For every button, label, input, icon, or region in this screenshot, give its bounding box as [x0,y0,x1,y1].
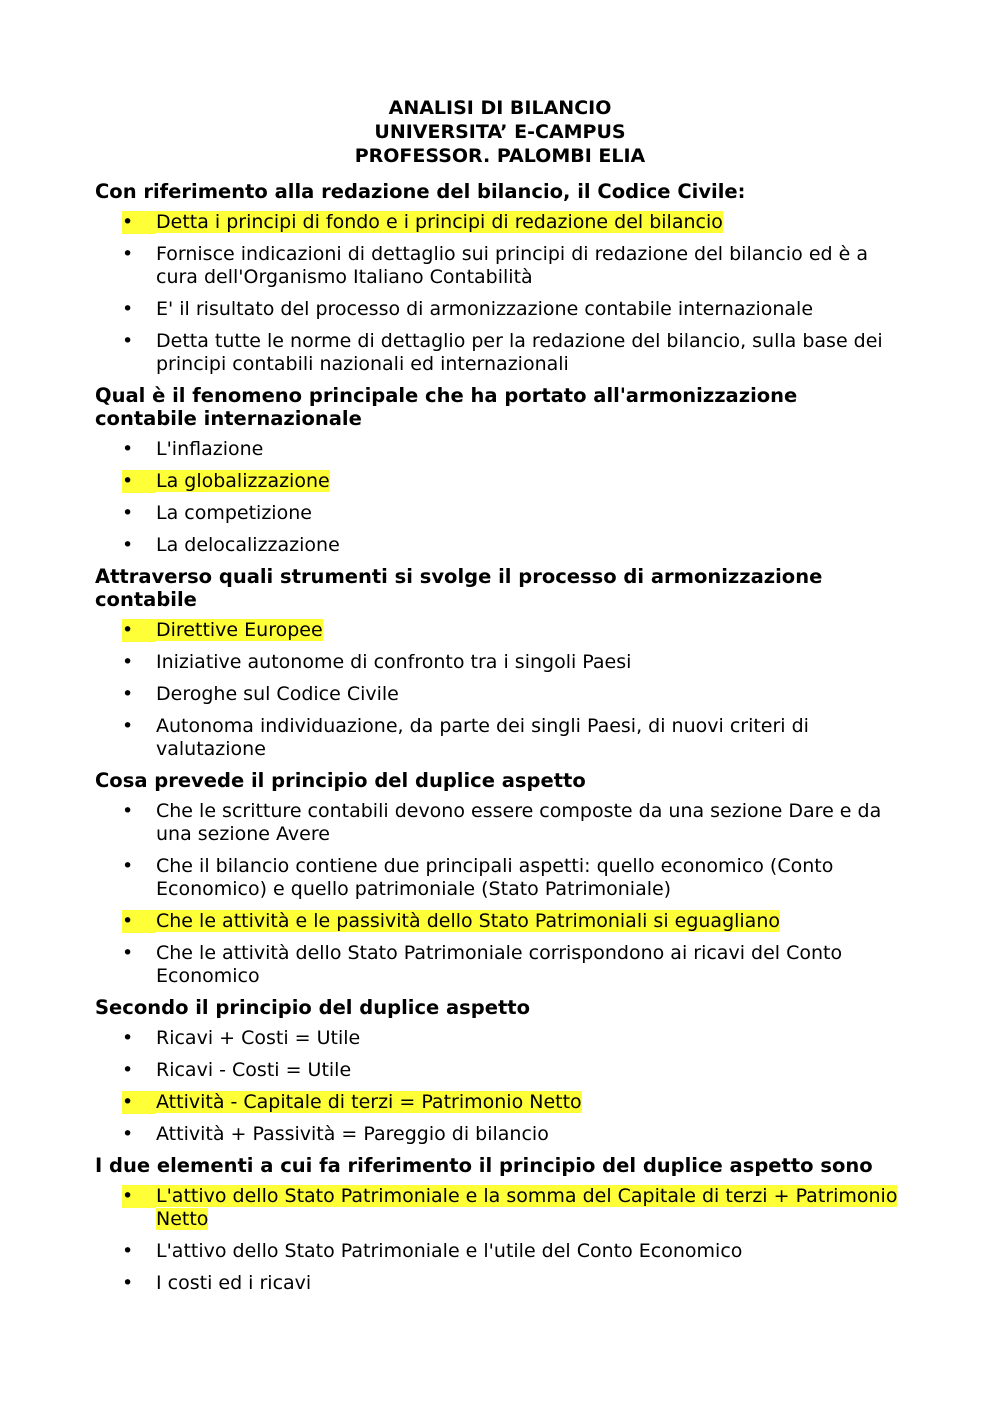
answer-option [95,1240,905,1263]
answer-option [95,942,905,988]
answer-option [95,1123,905,1146]
answer-options [95,211,905,376]
bullet-icon: • [122,619,156,642]
answer-text: Direttive Europee [156,619,323,641]
answer-options [95,800,905,988]
bullet-icon: • [122,942,134,964]
bullet-icon: • [122,1059,134,1081]
answer-option [95,1272,905,1295]
question-text: I due elementi a cui fa riferimento il principio del duplice aspetto sono [95,1154,873,1177]
answer-text: Che il bilancio contiene due principali aspetti: quello economico (Conto Economico) e quello patrimoniale (Stato Patrimoniale) [156,855,834,900]
question-block [95,384,905,557]
question-block [95,565,905,761]
bullet-icon: • [122,211,156,234]
bullet-icon: • [122,683,134,705]
bullet-icon: • [122,1272,134,1294]
header-university: UNIVERSITA’ E-CAMPUS [374,121,626,143]
answer-options [95,1027,905,1146]
answer-options [95,438,905,557]
bullet-icon: • [122,1185,156,1208]
answer-option [95,683,905,706]
answer-text: Attività - Capitale di terzi = Patrimonio Netto [156,1091,582,1113]
answer-option-correct [95,211,905,234]
answer-text: Iniziative autonome di confronto tra i singoli Paesi [156,651,632,673]
answer-text: L'inflazione [156,438,264,460]
question-list [95,180,905,1295]
answer-option [95,715,905,761]
bullet-icon: • [122,910,156,933]
bullet-icon: • [122,298,134,320]
bullet-icon: • [122,243,134,265]
answer-text: E' il risultato del processo di armonizzazione contabile internazionale [156,298,814,320]
answer-text: Che le attività dello Stato Patrimoniale corrispondono ai ricavi del Conto Economico [156,942,843,987]
header-title: ANALISI DI BILANCIO [388,97,612,119]
question-block [95,1154,905,1295]
answer-option-correct [95,619,905,642]
answer-text: Detta i principi di fondo e i principi di redazione del bilancio [156,211,723,233]
answer-option [95,330,905,376]
bullet-icon: • [122,855,134,877]
bullet-icon: • [122,534,134,556]
answer-option [95,298,905,321]
answer-option-correct [95,1091,905,1114]
answer-text: Deroghe sul Codice Civile [156,683,399,705]
answer-text: Autonoma individuazione, da parte dei singli Paesi, di nuovi criteri di valutazione [156,715,809,760]
bullet-icon: • [122,438,134,460]
bullet-icon: • [122,651,134,673]
answer-text: I costi ed i ricavi [156,1272,312,1294]
answer-option-correct [95,470,905,493]
question-block [95,769,905,988]
question-block [95,996,905,1146]
bullet-icon: • [122,800,134,822]
answer-options [95,619,905,761]
question-text: Secondo il principio del duplice aspetto [95,996,531,1019]
bullet-icon: • [122,502,134,524]
question-text: Qual è il fenomeno principale che ha portato all'armonizzazione contabile internazionale [95,384,798,430]
answer-text: Attività + Passività = Pareggio di bilancio [156,1123,549,1145]
answer-text: L'attivo dello Stato Patrimoniale e l'utile del Conto Economico [156,1240,743,1262]
answer-text: Ricavi - Costi = Utile [156,1059,352,1081]
bullet-icon: • [122,715,134,737]
answer-option [95,502,905,525]
bullet-icon: • [122,1123,134,1145]
answer-option [95,1059,905,1082]
question-block [95,180,905,376]
answer-option [95,243,905,289]
answer-option [95,800,905,846]
answer-text: La globalizzazione [156,470,330,492]
answer-text: Che le scritture contabili devono essere composte da una sezione Dare e da una sezione Avere [156,800,882,845]
bullet-icon: • [122,470,156,493]
answer-text: La delocalizzazione [156,534,340,556]
answer-option [95,534,905,557]
answer-text: Fornisce indicazioni di dettaglio sui principi di redazione del bilancio ed è a cura dell'Organismo Italiano Contabilità [156,243,868,288]
header-professor: PROFESSOR. PALOMBI ELIA [354,145,646,167]
answer-option [95,651,905,674]
answer-option [95,855,905,901]
answer-option-correct [95,910,905,933]
answer-option [95,1027,905,1050]
answer-text: La competizione [156,502,312,524]
bullet-icon: • [122,1240,134,1262]
bullet-icon: • [122,330,134,352]
question-text: Con riferimento alla redazione del bilancio, il Codice Civile: [95,180,746,203]
answer-text: Ricavi + Costi = Utile [156,1027,361,1049]
answer-option [95,438,905,461]
bullet-icon: • [122,1091,156,1114]
answer-text: Detta tutte le norme di dettaglio per la redazione del bilancio, sulla base dei principi contabili nazionali ed internazionali [156,330,883,375]
bullet-icon: • [122,1027,134,1049]
answer-text: L'attivo dello Stato Patrimoniale e la somma del Capitale di terzi + Patrimonio Netto [156,1185,898,1230]
question-text: Attraverso quali strumenti si svolge il processo di armonizzazione contabile [95,565,823,611]
answer-text: Che le attività e le passività dello Stato Patrimoniali si eguagliano [156,910,780,932]
answer-options [95,1185,905,1295]
document-page [95,96,905,1303]
document-header [95,96,905,168]
question-text: Cosa prevede il principio del duplice aspetto [95,769,586,792]
answer-option-correct [95,1185,905,1231]
